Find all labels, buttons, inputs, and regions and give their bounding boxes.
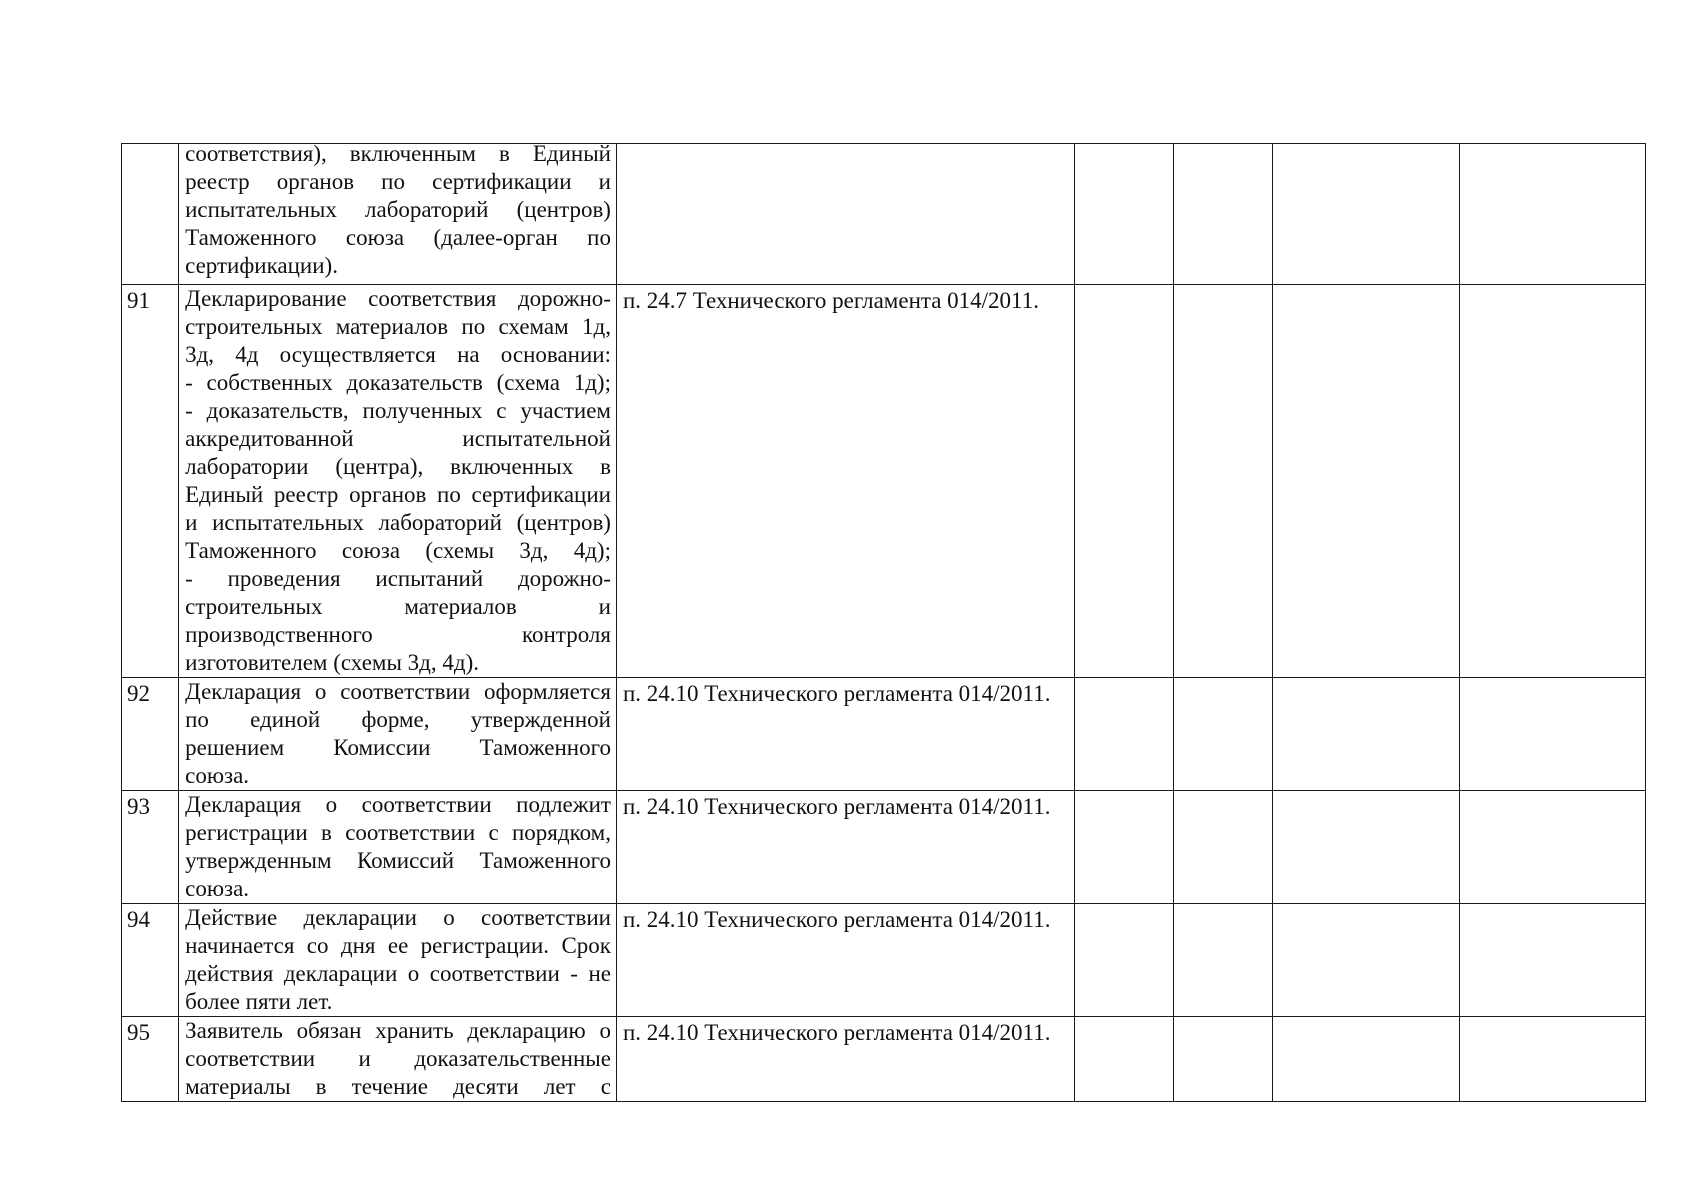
- requirement-line: действия декларации о соответствии - не: [185, 961, 611, 986]
- empty-cell-a: [1074, 285, 1173, 678]
- requirement-line: Заявитель обязан хранить декларацию о: [185, 1018, 611, 1043]
- requirement-line: сертификации).: [185, 253, 338, 278]
- requirement-line: Единый реестр органов по сертификации: [185, 482, 611, 507]
- reference-text: п. 24.10 Технического регламента 014/2011.: [622, 794, 1051, 819]
- requirement-text: [179, 904, 616, 1016]
- table-row: [122, 904, 1646, 1017]
- requirement-line: соответствии и доказательственные: [185, 1046, 611, 1071]
- empty-cell-c: [1273, 285, 1459, 678]
- regulation-table-body: [122, 141, 1646, 1102]
- empty-cell-b: [1174, 904, 1273, 1017]
- empty-cell-c: [1273, 678, 1459, 791]
- requirement-line: Таможенного союза (схемы 3д, 4д);: [185, 538, 611, 563]
- empty-cell-b: [1174, 1017, 1273, 1102]
- requirement-line: лаборатории (центра), включенных в: [185, 454, 611, 479]
- requirement-cell: [179, 904, 617, 1017]
- row-number-cell: [122, 904, 179, 1017]
- requirement-line: соответствия), включенным в Единый: [185, 141, 611, 166]
- requirement-line: Действие декларации о соответствии: [185, 905, 611, 930]
- requirement-line: Декларация о соответствии подлежит: [185, 792, 611, 817]
- requirement-line: материалы в течение десяти лет с: [185, 1074, 611, 1099]
- empty-cell-b: [1174, 285, 1273, 678]
- row-number-cell: [122, 1017, 179, 1102]
- requirement-line: решением Комиссии Таможенного: [185, 735, 611, 760]
- requirement-line: - собственных доказательств (схема 1д);: [185, 370, 611, 395]
- reference-cell: [616, 678, 1074, 791]
- empty-cell-b: [1174, 678, 1273, 791]
- empty-cell-a: [1074, 791, 1173, 904]
- row-number: 92: [127, 681, 150, 706]
- empty-cell-c: [1273, 144, 1459, 285]
- table-row: [122, 678, 1646, 791]
- reference-text: п. 24.10 Технического регламента 014/2011.: [622, 681, 1051, 706]
- requirement-line: и испытательных лабораторий (центров): [185, 510, 611, 535]
- row-number: 91: [127, 288, 150, 313]
- row-number-cell: [122, 791, 179, 904]
- empty-cell-a: [1074, 144, 1173, 285]
- reference-text: п. 24.10 Технического регламента 014/2011.: [622, 1020, 1051, 1045]
- reference-cell: [616, 904, 1074, 1017]
- empty-cell-c: [1273, 1017, 1459, 1102]
- requirement-line: - проведения испытаний дорожно-: [185, 566, 611, 591]
- requirement-line: регистрации в соответствии с порядком,: [185, 820, 611, 845]
- table-row: [122, 285, 1646, 678]
- requirement-cell: [179, 791, 617, 904]
- requirement-cell: [179, 285, 617, 678]
- reference-cell: [616, 791, 1074, 904]
- requirement-line: Декларация о соответствии оформляется: [185, 679, 611, 704]
- empty-cell-d: [1459, 678, 1645, 791]
- empty-cell-b: [1174, 144, 1273, 285]
- requirement-line: 3д, 4д осуществляется на основании:: [185, 342, 611, 367]
- reference-cell: [616, 285, 1074, 678]
- requirement-line: строительных материалов и: [185, 594, 611, 619]
- requirement-line: аккредитованной испытательной: [185, 426, 611, 451]
- empty-cell-b: [1174, 791, 1273, 904]
- empty-cell-d: [1459, 144, 1645, 285]
- requirement-line: - доказательств, полученных с участием: [185, 398, 611, 423]
- requirement-line: производственного контроля: [185, 622, 611, 647]
- reference-text: [617, 144, 1074, 146]
- requirement-text: [179, 678, 616, 790]
- requirement-cell: [179, 1017, 617, 1102]
- requirement-line: строительных материалов по схемам 1д,: [185, 314, 611, 339]
- requirement-line: более пяти лет.: [185, 989, 333, 1014]
- empty-cell-d: [1459, 1017, 1645, 1102]
- regulation-table: [121, 143, 1646, 1102]
- empty-cell-d: [1459, 791, 1645, 904]
- empty-cell-c: [1273, 791, 1459, 904]
- row-number-cell: [122, 144, 179, 285]
- table-row: [122, 1017, 1646, 1102]
- reference-cell: [616, 144, 1074, 285]
- requirement-text: [179, 791, 616, 903]
- requirement-cell: [179, 678, 617, 791]
- requirement-line: утвержденным Комиссий Таможенного: [185, 848, 611, 873]
- requirement-text: [179, 140, 616, 280]
- row-number: 94: [127, 907, 150, 932]
- table-row: [122, 144, 1646, 285]
- reference-text: п. 24.10 Технического регламента 014/2011.: [622, 907, 1051, 932]
- requirement-line: по единой форме, утвержденной: [185, 707, 611, 732]
- requirement-line: Таможенного союза (далее-орган по: [185, 225, 611, 250]
- row-number: 93: [127, 794, 150, 819]
- table-row: [122, 791, 1646, 904]
- requirement-line: начинается со дня ее регистрации. Срок: [185, 933, 611, 958]
- reference-cell: [616, 1017, 1074, 1102]
- reference-text: п. 24.7 Технического регламента 014/2011.: [622, 288, 1039, 313]
- empty-cell-a: [1074, 1017, 1173, 1102]
- requirement-text: [179, 285, 616, 677]
- empty-cell-a: [1074, 678, 1173, 791]
- requirement-line: союза.: [185, 876, 250, 901]
- empty-cell-d: [1459, 904, 1645, 1017]
- row-number: 95: [127, 1020, 150, 1045]
- row-number: [122, 144, 178, 146]
- requirement-line: Декларирование соответствия дорожно-: [185, 286, 611, 311]
- requirement-line: союза.: [185, 763, 250, 788]
- row-number-cell: [122, 678, 179, 791]
- empty-cell-c: [1273, 904, 1459, 1017]
- empty-cell-a: [1074, 904, 1173, 1017]
- requirement-line: реестр органов по сертификации и: [185, 169, 611, 194]
- requirement-text: [179, 1017, 616, 1101]
- requirement-cell: [179, 141, 617, 285]
- requirement-line: изготовителем (схемы 3д, 4д).: [185, 650, 479, 675]
- requirement-line: испытательных лабораторий (центров): [185, 197, 611, 222]
- row-number-cell: [122, 285, 179, 678]
- empty-cell-d: [1459, 285, 1645, 678]
